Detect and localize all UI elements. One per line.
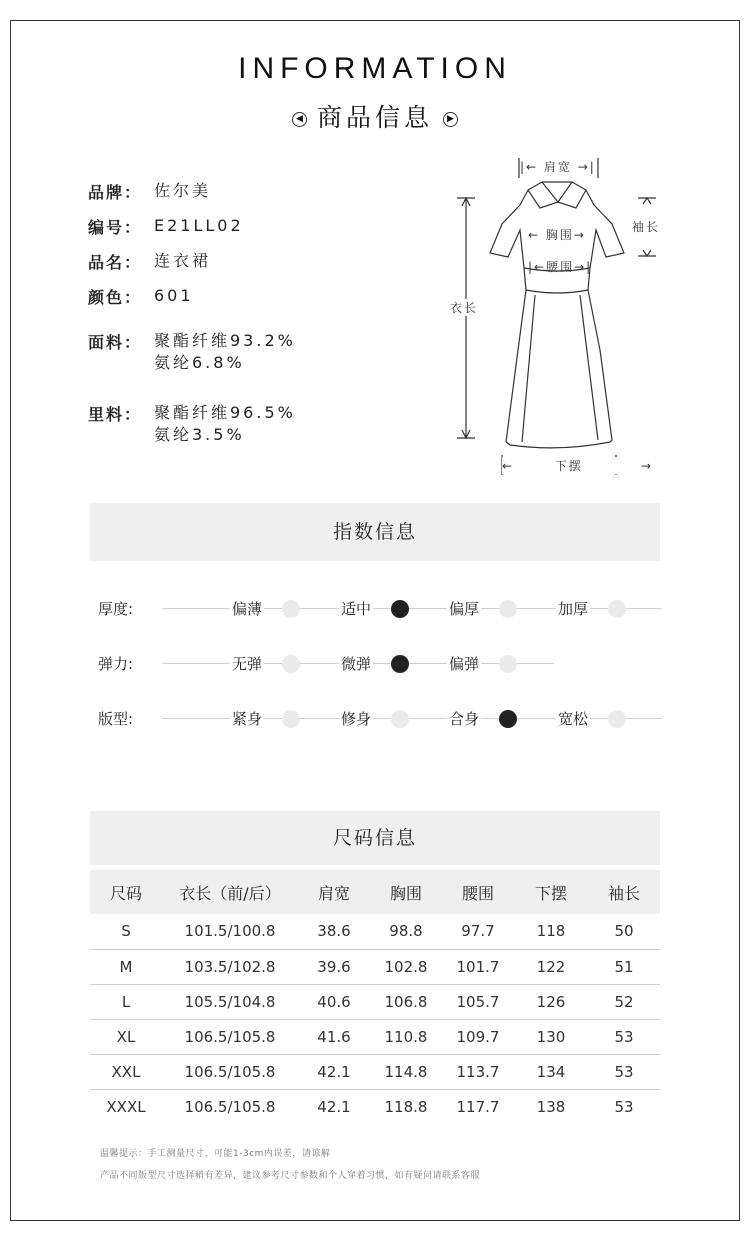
col-header: 胸围 [370,870,442,914]
index-option-label: 宽松 [558,710,589,728]
index-option-label: 加厚 [558,600,589,618]
info-value [154,330,296,374]
size-table-header [90,870,660,914]
waist-text: 腰围 [546,260,575,274]
table-cell: 53 [588,1019,660,1054]
index-dot [282,710,300,728]
table-cell: 106.5/105.8 [184,1097,276,1116]
index-dot [608,710,626,728]
col-header: 肩宽 [298,870,370,914]
table-cell: M [90,949,162,984]
note-line1: 温馨提示：手工测量尺寸，可能1-3cm内误差，请谅解 [100,1149,331,1159]
col-header: 袖长 [588,870,660,914]
table-cell: 39.6 [298,949,370,984]
table-cell: 51 [588,949,660,984]
lining-line1: 聚酯纤维96.5% [154,403,296,422]
sleeve-label: 袖长 [632,220,661,234]
info-code [88,215,296,238]
index-row-label: 版型: [98,710,134,728]
table-cell: 113.7 [442,1054,514,1089]
table-row [90,949,660,984]
index-dot [499,655,517,673]
info-key: 品牌： [88,183,143,202]
table-cell: 118.8 [384,1097,428,1116]
col-header: 下摆 [514,870,588,914]
product-info [88,180,296,458]
table-cell: 101.5/100.8 [162,914,298,949]
table-cell: 53 [614,1097,634,1116]
table-cell: 98.8 [370,914,442,949]
index-dot [391,710,409,728]
info-key: 颜色： [88,288,143,307]
table-cell: XXXL [106,1097,146,1116]
info-key: 里料： [88,405,143,424]
col-header: 腰围 [442,870,514,914]
chest-label: ← 胸围→ [528,228,586,242]
info-value: 佐尔美 [154,181,212,200]
dress-diagram [440,150,680,480]
index-dot [608,600,626,618]
table-cell: 118 [514,914,588,949]
table-cell: 102.8 [370,949,442,984]
title-zh-row [0,98,750,134]
table-cell: XL [90,1019,162,1054]
info-color [88,285,296,308]
col-header: 尺码 [90,870,162,914]
table-cell: 110.8 [370,1019,442,1054]
table-cell: S [90,914,162,949]
table-cell: 97.7 [442,914,514,949]
table-cell: 138 [536,1097,566,1116]
table-cell: 114.8 [370,1054,442,1089]
table-cell: 53 [588,1054,660,1089]
index-option-label: 无弹 [232,655,263,673]
table-cell: L [90,984,162,1019]
table-cell: 40.6 [298,984,370,1019]
info-key: 面料： [88,333,143,352]
index-option-label: 偏弹 [449,655,480,673]
col-header: 衣长（前/后） [162,870,298,914]
note-line2: 产品不同版型尺寸选择稍有差异，建议参考尺寸参数和个人穿着习惯，如有疑问请联系客服 [100,1171,481,1181]
left-arrow-icon: ◀ [292,112,307,127]
index-row-label: 厚度: [98,600,134,618]
right-arrow-icon: ▶ [443,112,458,127]
table-row [90,984,660,1019]
table-cell: 122 [514,949,588,984]
table-cell: 109.7 [442,1019,514,1054]
index-dot-selected [499,710,517,728]
hem-text: 下摆 [554,459,583,473]
info-name [88,250,296,273]
fabric-line2: 氨纶6.8% [154,353,245,372]
table-cell: 52 [588,984,660,1019]
hem-label: ← 下摆 → [502,459,653,473]
index-option-label: 合身 [449,710,480,728]
table-cell: 117.7 [456,1097,500,1116]
table-cell: 41.6 [298,1019,370,1054]
table-cell: 101.7 [442,949,514,984]
index-dot-selected [391,655,409,673]
table-row [90,914,660,949]
table-cell: 106.8 [370,984,442,1019]
index-option-label: 偏厚 [449,600,480,618]
table-row [90,1089,660,1124]
table-row [90,1054,660,1089]
info-value: 连衣裙 [154,251,212,270]
info-value [154,402,296,446]
info-value: E21LL02 [154,216,244,235]
index-option-label: 适中 [341,600,372,618]
table-cell: 130 [514,1019,588,1054]
waist-label: |←腰围→| [528,260,593,274]
table-cell: 50 [588,914,660,949]
index-section-title: 指数信息 [90,503,660,561]
chest-text: 胸围 [545,228,574,242]
table-cell: 38.6 [298,914,370,949]
table-cell: 106.5/105.8 [162,1054,298,1089]
title-zh: 商品信息 [316,103,433,132]
info-key: 编号： [88,218,143,237]
length-label: 衣长 [450,301,479,315]
table-cell: 134 [514,1054,588,1089]
index-dot [499,600,517,618]
table-cell: 106.5/105.8 [162,1019,298,1054]
lining-line2: 氨纶3.5% [154,425,245,444]
index-dot-selected [391,600,409,618]
index-row-fit [98,708,678,728]
size-section-title: 尺码信息 [90,811,660,865]
info-value: 601 [154,286,194,305]
index-option-label: 微弹 [341,655,372,673]
index-dot [282,600,300,618]
table-row [90,1019,660,1054]
shoulder-label: |← 肩宽 →| [520,160,596,174]
table-cell: 103.5/102.8 [162,949,298,984]
info-key: 品名： [88,253,143,272]
index-row-label: 弹力: [98,655,134,673]
shoulder-text: 肩宽 [543,160,572,174]
index-row-thickness [98,598,678,618]
index-option-label: 修身 [341,710,372,728]
size-table [90,870,660,1124]
table-cell: 105.5/104.8 [162,984,298,1019]
table-cell: 126 [514,984,588,1019]
info-lining [88,402,296,446]
index-option-label: 紧身 [232,710,263,728]
table-cell: 105.7 [442,984,514,1019]
info-brand [88,180,296,203]
info-fabric [88,330,296,374]
table-cell: XXL [90,1054,162,1089]
table-cell: 42.1 [298,1054,370,1089]
title-en: INFORMATION [238,52,512,85]
table-cell: 42.1 [317,1097,351,1116]
index-dot [282,655,300,673]
fabric-line1: 聚酯纤维93.2% [154,331,296,350]
index-option-label: 偏薄 [232,600,263,618]
index-row-elasticity [98,653,678,673]
